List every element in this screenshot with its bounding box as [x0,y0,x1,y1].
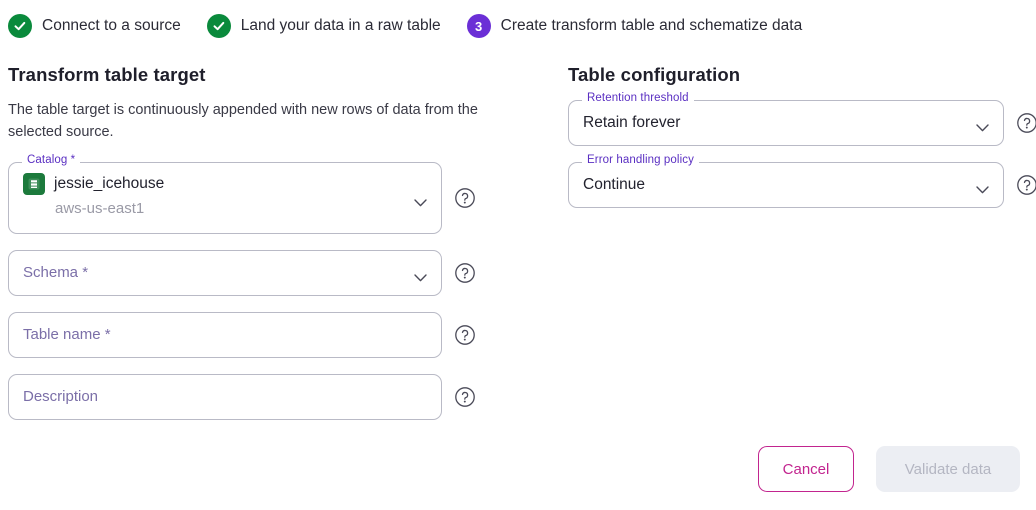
table-name-input[interactable] [8,312,442,358]
help-icon-schema[interactable] [454,262,476,284]
page-title-left: Transform table target [8,64,206,85]
footer-actions [758,446,1020,492]
error-handling-policy-value: Continue [583,176,646,193]
help-icon-table-name[interactable] [454,324,476,346]
schema-placeholder: Schema * [23,264,89,281]
stepper-step-3-label: Create transform table and schematize data [500,17,803,34]
table-name-field-row [8,312,508,358]
stepper-step-2-label: Land your data in a raw table [240,17,441,34]
catalog-region: aws-us-east1 [55,199,145,217]
help-icon-error-handling-policy[interactable] [1016,174,1036,196]
table-configuration-section [568,64,1028,436]
retention-threshold-field-row [568,92,1028,146]
left-description: The table target is continuously appended with new rows of data from the selected source. [8,102,478,140]
description-placeholder: Description [23,388,99,405]
error-handling-policy-select[interactable] [568,154,1004,208]
catalog-select[interactable] [8,153,442,234]
step-number-badge [467,14,491,38]
help-icon-description[interactable] [454,386,476,408]
table-name-placeholder: Table name * [23,326,111,343]
step-number: 3 [475,18,483,34]
error-handling-policy-field-row [568,154,1028,208]
schema-field-row [8,250,508,296]
stepper-step-1[interactable] [8,14,181,38]
chevron-down-icon[interactable] [414,269,427,277]
error-handling-policy-legend: Error handling policy [582,155,699,167]
chevron-down-icon[interactable] [976,181,989,189]
validate-data-button: Validate data [876,446,1020,492]
help-icon-retention-threshold[interactable] [1016,112,1036,134]
schema-select[interactable] [8,250,442,296]
catalog-value: jessie_icehouse [54,174,165,192]
stepper-step-2[interactable] [207,14,441,38]
page-title-right: Table configuration [568,64,741,85]
transform-table-target-section [8,64,508,436]
description-input[interactable] [8,374,442,420]
chevron-down-icon[interactable] [976,119,989,127]
main-content [0,42,1036,436]
retention-threshold-select[interactable] [568,92,1004,146]
stepper [0,0,1036,42]
retention-threshold-legend: Retention threshold [582,93,694,105]
cancel-button[interactable]: Cancel [758,446,854,492]
stepper-step-1-label: Connect to a source [42,17,181,34]
catalog-field-row [8,153,508,234]
description-field-row [8,374,508,420]
retention-threshold-value: Retain forever [583,114,681,131]
catalog-legend: Catalog * [22,155,80,167]
catalog-icon [23,173,45,195]
check-circle-icon [8,14,32,38]
check-circle-icon [207,14,231,38]
chevron-down-icon[interactable] [414,194,427,202]
stepper-step-3[interactable] [467,14,803,38]
help-icon-catalog[interactable] [454,187,476,209]
